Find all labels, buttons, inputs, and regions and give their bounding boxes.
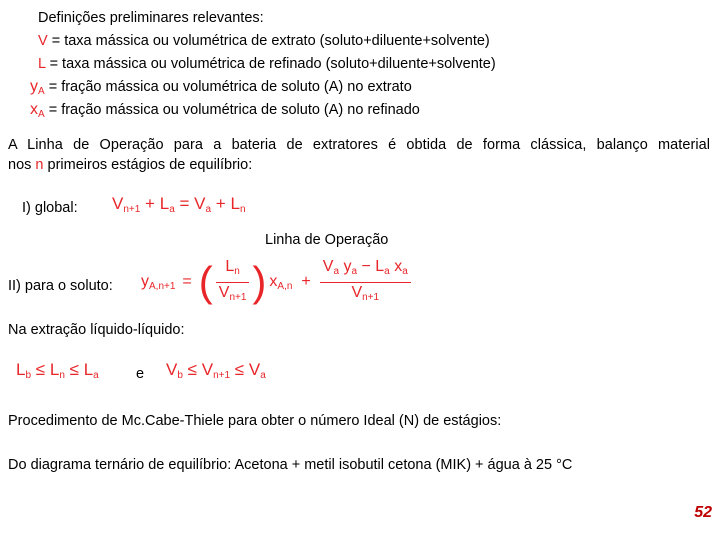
definitions-title: Definições preliminares relevantes: [38,10,264,26]
eq-equals: = [179,194,190,213]
eq-l: L [159,194,170,213]
intro-line-2 [8,155,710,175]
eq-v2-sub: a [205,204,212,215]
eq-l-sub: a [169,204,175,215]
intro-line-2-suffix: primeiros estágios de equilíbrio: [43,157,253,173]
global-equation [112,194,246,215]
frac1-den [216,283,250,308]
frac2-num [320,257,411,282]
definition-xa-text: = fração mássica ou volumétrica de soluto (A) no refinado [48,102,420,118]
frac2-va: V [322,257,334,275]
fraction-operating-term [320,257,411,308]
solute-plus: + [301,273,311,290]
page-number: 52 [694,504,712,521]
definition-l-text: = taxa mássica ou volumétrica de refinado (soluto+diluente+solvente) [49,56,496,72]
ineq-le-1: ≤ [35,360,46,379]
definition-v-text: = taxa mássica ou volumétrica de extrato (soluto+diluente+solvente) [51,33,490,49]
ineq-le-4: ≤ [234,360,245,379]
definitions-block [30,8,496,123]
symbol-y-sub: A [38,86,45,97]
ineq-ln-sub: n [59,370,65,381]
ineq-la-sub: a [93,370,99,381]
solute-lhs-y: y [141,272,149,290]
symbol-v: V [38,33,48,49]
ineq-vb: V [166,360,178,379]
definition-v [38,31,496,54]
intro-line-1: A Linha de Operação para a bateria de extratores é obtida de forma clássica, balanço material [8,137,710,153]
eq-plus-1: + [145,194,155,213]
frac2-minus: − [361,257,371,275]
operation-line-title: Linha de Operação [265,232,389,248]
frac1-num-sub: n [234,265,240,277]
left-paren: ( [198,258,213,305]
frac2-den-sub: n+1 [362,291,380,303]
symbol-x-sub: A [38,109,45,120]
frac1-den-sub: n+1 [229,291,247,303]
eq-v2: V [194,194,206,213]
global-label: I) global: [22,200,78,216]
inequality-left [16,360,99,381]
definition-xa [30,100,496,123]
ineq-le-3: ≤ [187,360,197,379]
ineq-lb: L [16,360,26,379]
solute-lhs [141,273,175,292]
ineq-vn1: V [201,360,214,379]
eq-v-sub: n+1 [123,204,141,215]
eq-v: V [112,194,124,213]
diagram-text: Do diagrama ternário de equilíbrio: Acetona + metil isobutil cetona (MIK) + água à 25 °C [8,457,573,473]
solute-x-letter: x [269,272,278,290]
right-paren: ) [252,258,267,305]
eq-l2-sub: n [239,204,246,215]
and-word: e [136,366,145,382]
frac1-den-v: V [218,283,230,301]
ineq-vn1-sub: n+1 [213,370,231,381]
frac1-num [222,257,242,282]
frac2-xa-sub: a [402,265,408,277]
fraction-l-over-v [216,257,250,308]
procedure-text: Procedimento de Mc.Cabe-Thiele para obter o número Ideal (N) de estágios: [8,413,502,429]
eq-plus-2: + [215,194,226,213]
frac2-ya: y [343,257,352,275]
symbol-y: y [30,78,38,95]
intro-paragraph [8,135,710,175]
ineq-lb-sub: b [25,370,32,381]
lle-title: Na extração líquido-líquido: [8,322,185,338]
definition-ya-text: = fração mássica ou volumétrica de soluto (A) no extrato [48,79,412,95]
solute-label: II) para o soluto: [8,278,113,294]
intro-n: n [35,157,44,173]
frac2-xa: x [394,257,403,275]
ineq-le-2: ≤ [69,360,79,379]
solute-x-sub: A,n [277,280,293,292]
frac2-den [348,283,382,308]
frac2-den-v: V [351,283,363,301]
symbol-x: x [30,101,38,118]
symbol-l: L [38,56,46,72]
frac1-num-l: L [225,257,235,275]
eq-l2: L [230,194,240,213]
solute-lhs-sub: A,n+1 [149,280,176,292]
frac2-la: L [375,257,385,275]
ineq-vb-sub: b [177,370,183,381]
frac2-la-sub: a [384,265,390,277]
definition-ya [30,77,496,100]
ineq-la: L [83,360,94,379]
ineq-va-sub: a [260,370,266,381]
intro-line-2-prefix: nos [8,157,36,173]
frac2-va-sub: a [333,265,339,277]
solute-equation [141,254,411,310]
definition-l [38,54,496,77]
ineq-va: V [248,360,261,379]
ineq-ln: L [49,360,60,379]
frac2-ya-sub: a [351,265,358,277]
solute-x [269,273,292,292]
solute-equals: = [182,273,192,290]
inequality-right [166,360,266,381]
